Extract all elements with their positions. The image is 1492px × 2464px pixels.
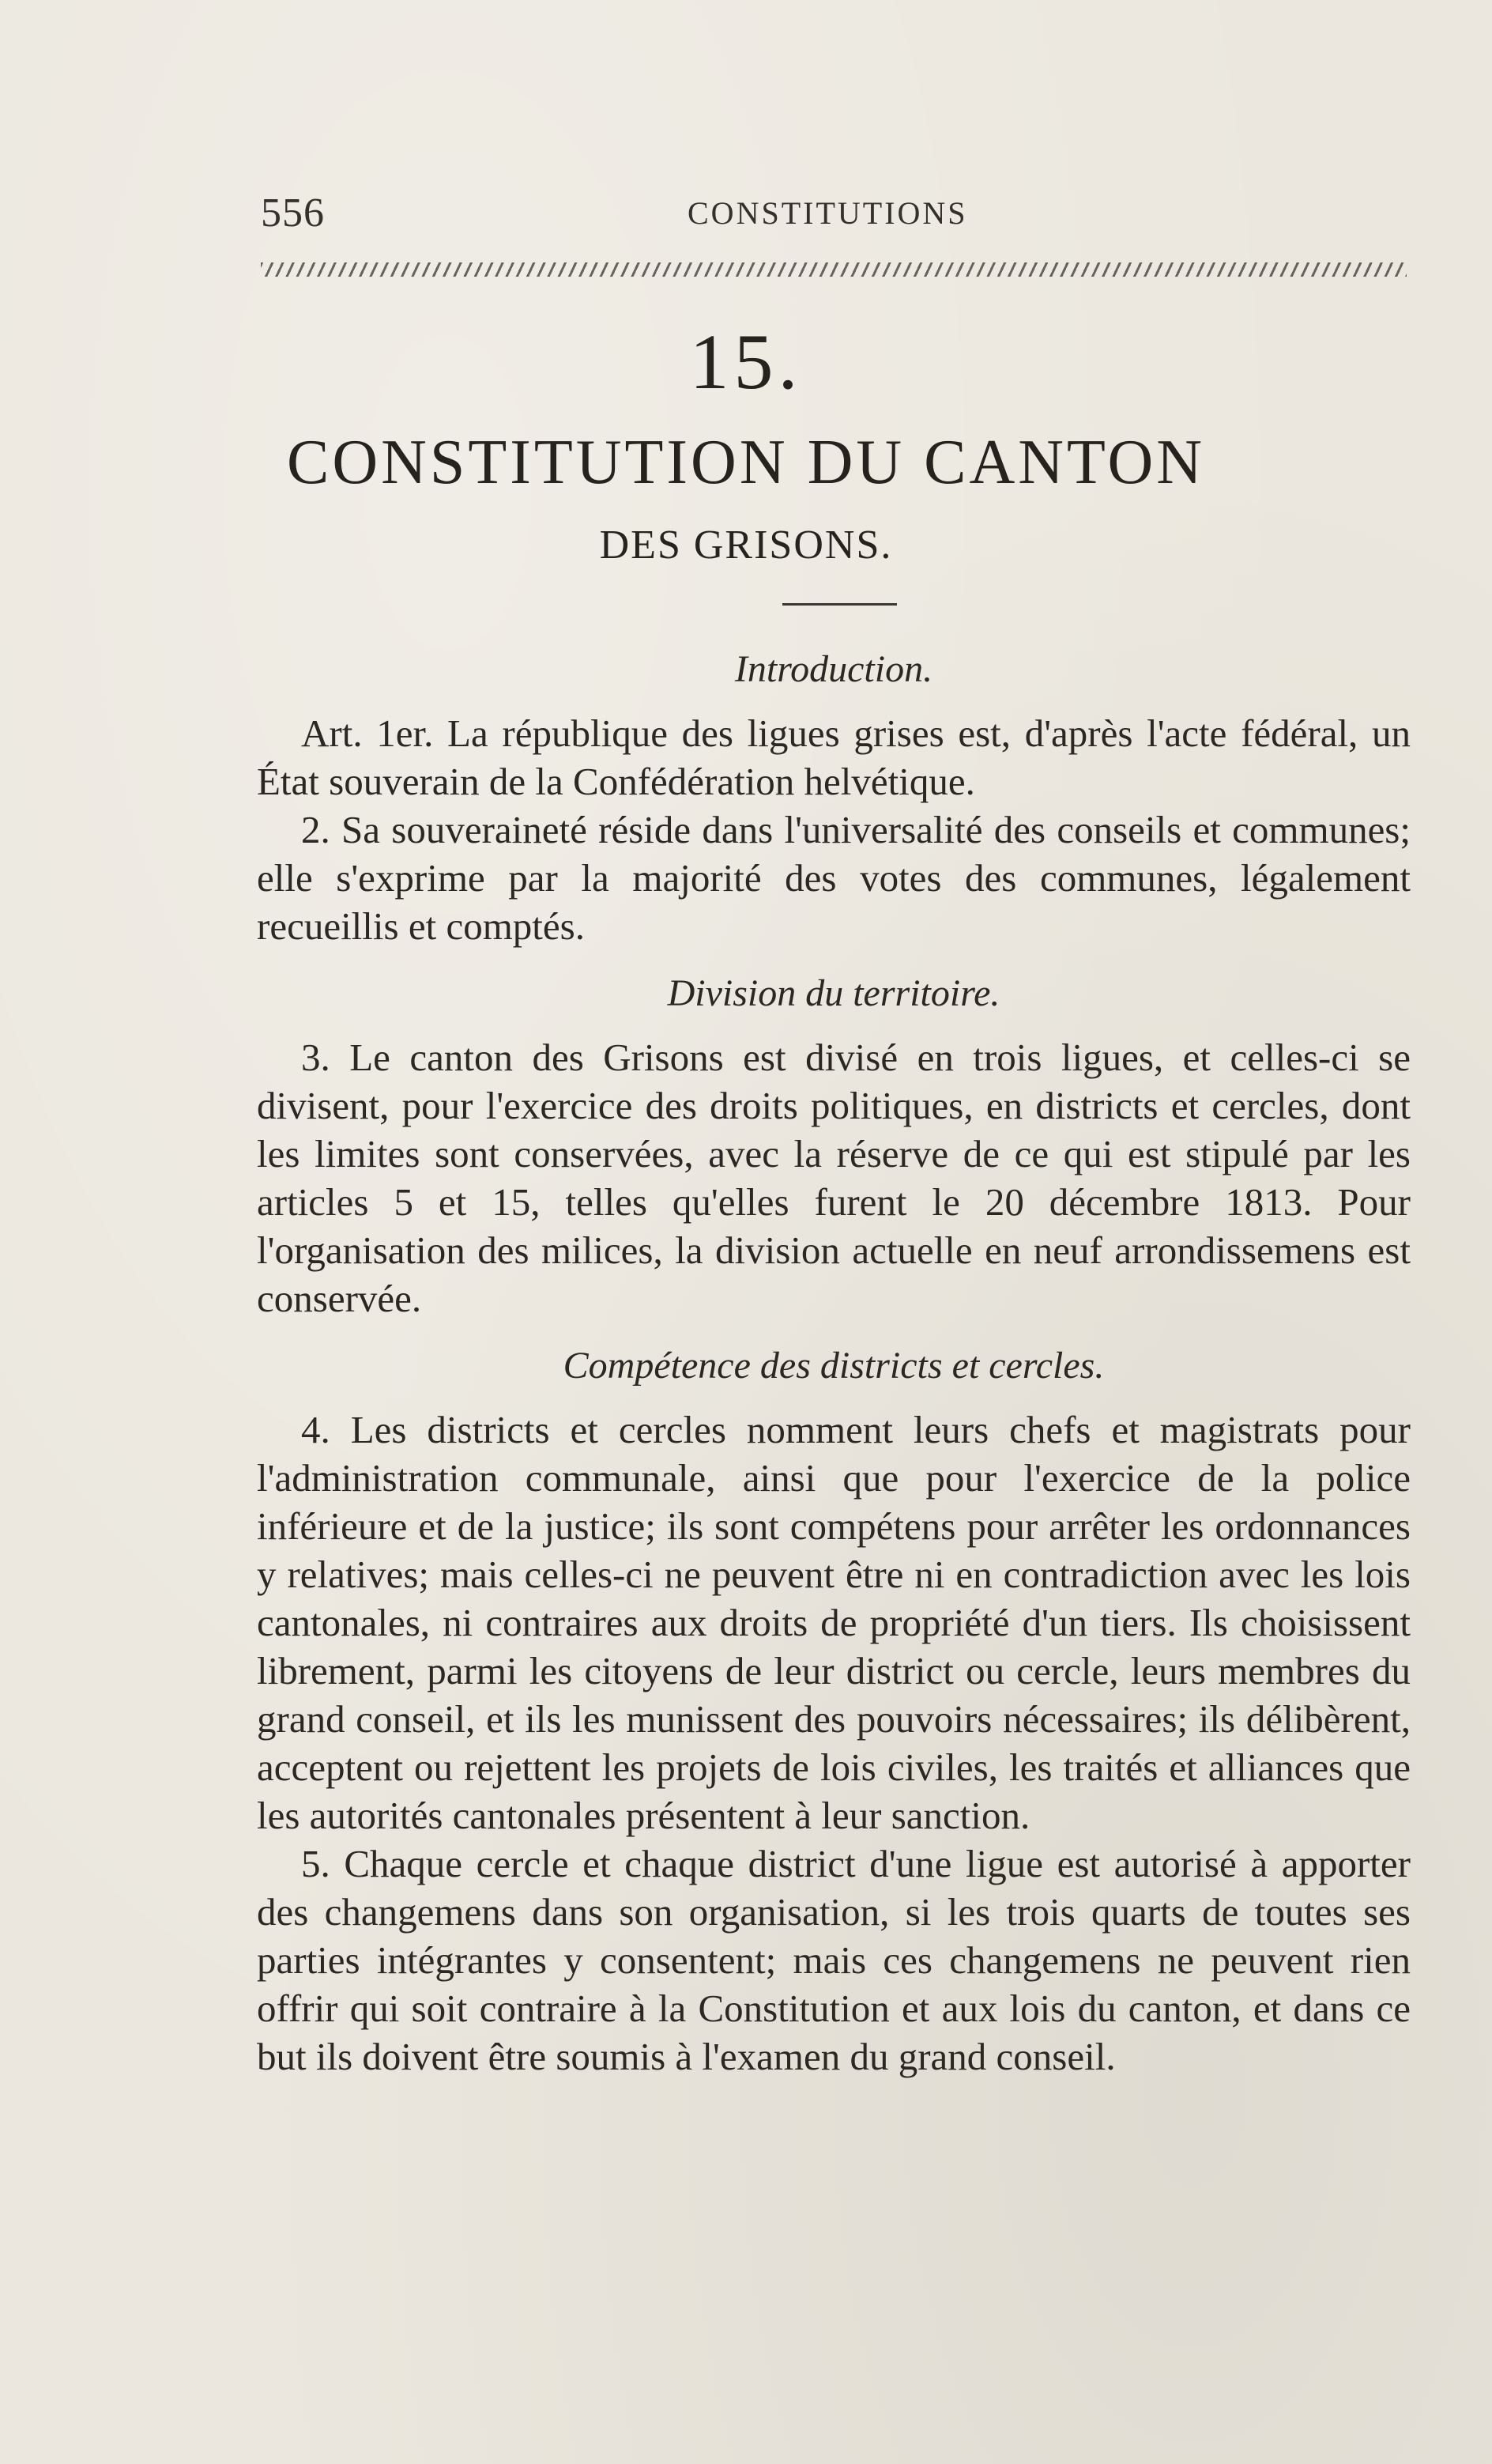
section-heading-introduction: Introduction. (734, 648, 933, 690)
running-head: CONSTITUTIONS (688, 195, 968, 231)
chapter-subtitle: DES GRISONS. (599, 523, 893, 568)
chapter-number: 15. (689, 318, 803, 406)
article-5: 5. Chaque cercle et chaque district d'une ligue est autorisé à apporter des changemens dans son organisation, si les trois quarts de toutes ses parties intégrantes y consentent; mais ces changemens ne peuvent rien offrir qui soit contraire à la Constitution et aux lois du canton, et dans ce but ils doivent être soumis à l'examen du grand conseil. (257, 1842, 1411, 2078)
article-2: 2. Sa souveraineté réside dans l'universalité des conseils et communes; elle s'exprime par la majorité des votes des communes, légalement recueillis et comptés. (257, 808, 1411, 948)
chapter-title: CONSTITUTION DU CANTON (286, 428, 1206, 497)
page-body (257, 632, 1411, 2081)
article-1: Art. 1er. La république des ligues grises est, d'après l'acte fédéral, un État souverain de la Confédération helvétique. (257, 711, 1411, 803)
page-header (261, 190, 1407, 237)
section-heading-competence: Compétence des districts et cercles. (563, 1345, 1105, 1387)
page-number: 556 (261, 191, 325, 236)
section-heading-division: Division du territoire. (667, 972, 1000, 1014)
article-3: 3. Le canton des Grisons est divisé en trois ligues, et celles-ci se divisent, pour l'exercice des droits politiques, en districts et cercles, dont les limites sont conservées, avec la réserve de ce qui est stipulé par les articles 5 et 15, telles qu'elles furent le 20 décembre 1813. Pour l'organisation des milices, la division actuelle en neuf arrondissemens est conservée. (257, 1036, 1411, 1320)
article-4: 4. Les districts et cercles nomment leurs chefs et magistrats pour l'administration communale, ainsi que pour l'exercice de la police inférieure et de la justice; ils sont compétens pour arrêter les ordonnances y relatives; mais celles-ci ne peuvent être ni en contradiction avec les lois cantonales, ni contraires aux droits de propriété d'un tiers. Ils choisissent librement, parmi les citoyens de leur district ou cercle, leurs membres du grand conseil, et ils les munissent des pouvoirs nécessaires; ils délibèrent, acceptent ou rejettent les projets de lois civiles, les traités et alliances que les autorités cantonales présentent à leur sanction. (257, 1408, 1411, 1837)
title-divider (782, 603, 897, 606)
header-ornamental-rule (261, 262, 1407, 277)
